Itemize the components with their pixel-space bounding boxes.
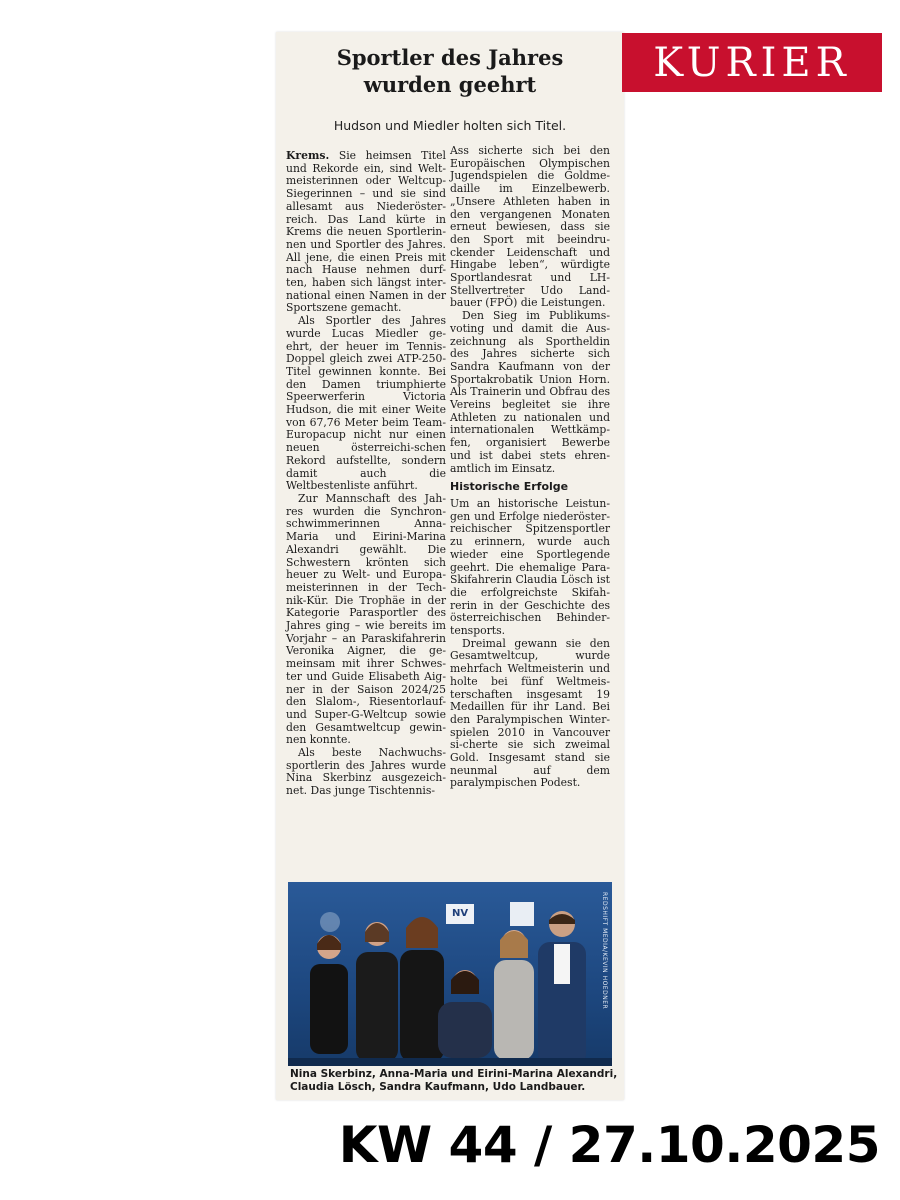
paragraph: Als Sportler des Jahres wurde Lucas Miedler ge-ehrt, der heuer im Tennis-Doppel gleich zwei ATP-250-Titel gewinnen konnte. Bei den Damen triumphierte Speerwerferin Victoria Hudson, die mit einer Weite von 67,76 Meter beim Team-Europacup nicht nur einen neuen österreichi-schen Rekord aufstellte, sondern damit auch die Weltbestenliste anführt. [286,314,446,493]
article-subhead: Hudson und Miedler holten sich Titel. [333,118,567,133]
paragraph-text: Sie heimsen Titel und Rekorde ein, sind Welt-meisterinnen oder Weltcup-Siegerinnen – und sie sind allesamt aus Niederöster-reich. Das Land kürte in Krems die neuen Sportlerin-nen und Sportler des Jahres. All jene, die einen Preis mit nach Hause nehmen durf-ten, haben sich längst inter-national einen Namen in der Sportszene gemacht. [286,149,446,315]
article-headline [276,44,624,98]
section-heading: Historische Erfolge [450,480,569,494]
award-group-photo [288,882,612,1066]
paragraph: Um an historische Leistun-gen und Erfolge niederöster-reichischer Spitzensportler zu erinnern, wurde auch wieder eine Sportlegende geehrt. Die ehemalige Para-Skifahrerin Claudia Lösch ist die erfolgreichste Skifah-rerin in der Geschichte des österreichischen Behinder-tensports. [450,496,610,638]
photo-scene-illustration [288,882,612,1066]
paragraph: Dreimal gewann sie den Gesamtweltcup, wurde mehrfach Weltmeisterin und holte bei fünf Weltmeis-terschaften insgesamt 19 Medaillen für ihr Land. Bei den Paralympischen Winter-spielen 2010 in Vancouver si-cherte sie sich zweimal Gold. Insgesamt stand sie neunmal auf dem paralympischen Podest. [450,636,610,790]
photo-credit: REDSHIFT MEDIA/KEVIN HOEDNER [601,892,608,1010]
headline-line-2: wurden geehrt [363,72,537,97]
issue-date-label: KW 44 / 27.10.2025 [338,1116,880,1174]
nv-logo: NV [452,908,469,919]
paragraph: Ass sicherte sich bei den Europäischen Olympischen Jugendspielen die Goldme-daille im Einzelbewerb. „Unsere Athleten haben in den vergangenen Monaten erneut bewiesen, dass sie den Sport mit beeindru-ckender Leidenschaft und Hingabe leben“, würdigte Sportlandesrat und LH-Stellvertreter Udo Land-bauer (FPÖ) die Leistungen. [450,144,610,310]
paragraph: Als beste Nachwuchs-sportlerin des Jahres wurde Nina Skerbinz ausgezeich-net. Das junge Tischtennis- [286,746,446,798]
kurier-logo: KURIER [622,33,882,92]
paragraph [286,150,446,315]
headline-line-1: Sportler des Jahres [336,45,564,70]
article-column-left [286,150,446,798]
article-column-right [450,145,610,790]
dateline: Krems. [286,149,330,162]
newspaper-clipping [276,32,624,1100]
paragraph: Den Sieg im Publikums-voting und damit die Aus-zeichnung als Sportheldin des Jahres sicherte sich Sandra Kaufmann von der Sportakrobatik Union Horn. Als Trainerin und Obfrau des Vereins begleitet sie ihre Athleten zu nationalen und internationalen Wettkämp-fen, organisiert Bewerbe und ist dabei stets ehren-amtlich im Einsatz. [450,309,610,475]
photo-caption: Nina Skerbinz, Anna-Maria und Eirini-Marina Alexandri, Claudia Lösch, Sandra Kaufmann, Udo Landbauer. [290,1068,618,1093]
paragraph: Zur Mannschaft des Jah-res wurden die Synchron-schwimmerinnen Anna-Maria und Eirini-Marina Alexandri gewählt. Die Schwestern krönten sich heuer zu Welt- und Europa-meisterinnen in der Tech-nik-Kür. Die Trophäe in der Kategorie Parasportler des Jahres ging – wie bereits im Vorjahr – an Paraskifahrerin Veronika Aigner, die ge-meinsam mit ihrer Schwes-ter und Guide Elisabeth Aig-ner in der Saison 2024/25 den Slalom-, Riesentorlauf- und Super-G-Weltcup sowie den Gesamtweltcup gewin-nen konnte. [286,491,446,747]
